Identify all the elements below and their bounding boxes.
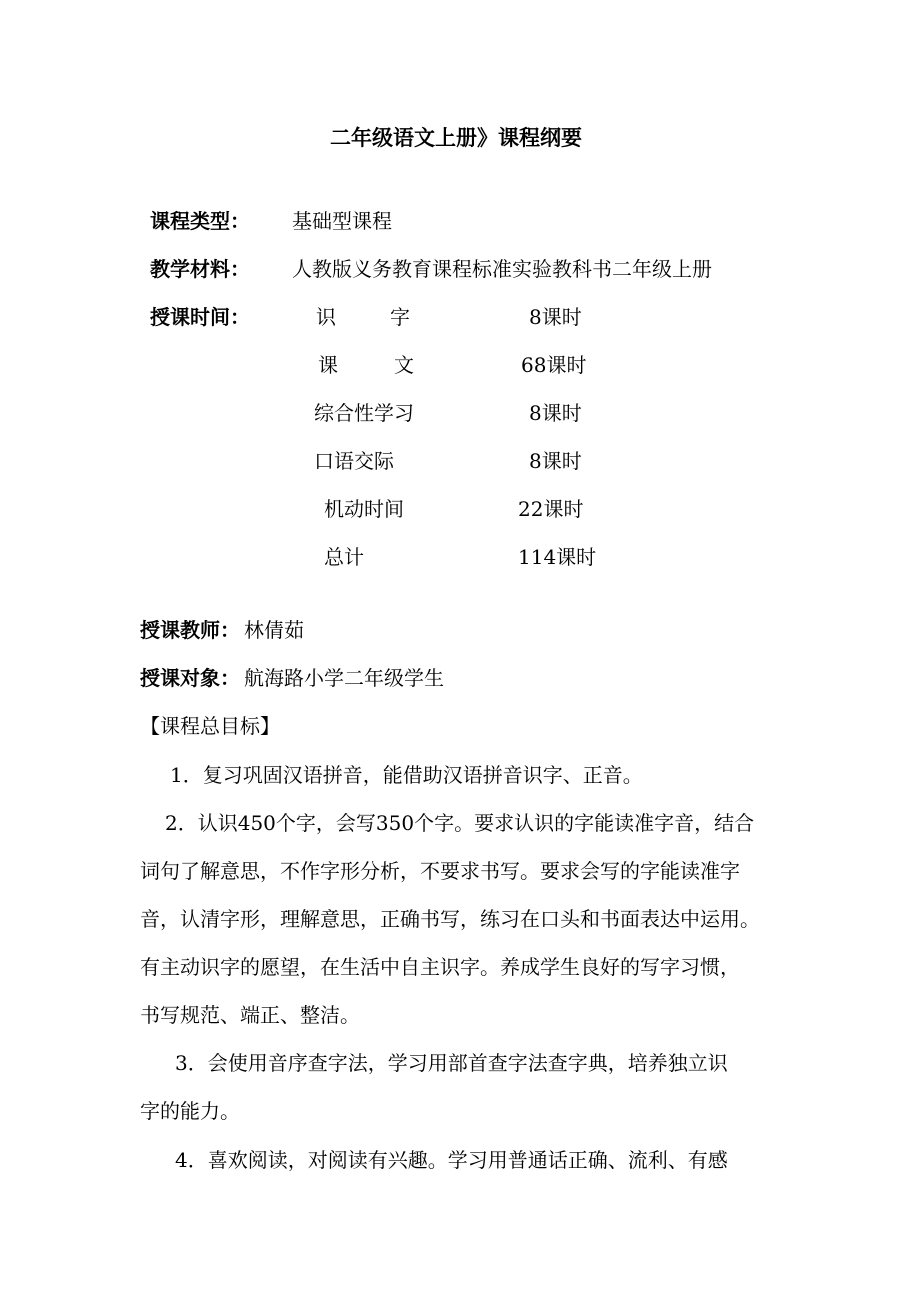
- audience-label: 授课对象：: [140, 666, 240, 690]
- goal-line: 有主动识字的愿望，在生活中自主识字。养成学生良好的写字习惯，: [140, 955, 740, 979]
- goal-line: 2．认识450个字，会写350个字。要求认识的字能读准字音，结合: [165, 811, 755, 835]
- goal-line: 音，认清字形，理解意思，正确书写，练习在口头和书面表达中运用。: [140, 907, 760, 931]
- schedule-item: 机动时间: [324, 497, 404, 521]
- materials-value: 人教版义务教育课程标准实验教科书二年级上册: [292, 257, 712, 281]
- goal-line: 书写规范、端正、整洁。: [140, 1003, 360, 1027]
- teacher-label: 授课教师：: [140, 618, 240, 642]
- schedule-hours: 22课时: [518, 497, 584, 521]
- schedule-item-part: 文: [394, 353, 414, 377]
- schedule-item: 总计: [324, 545, 364, 569]
- page-title: 二年级语文上册》课程纲要: [330, 125, 582, 150]
- audience-value: 航海路小学二年级学生: [244, 666, 444, 690]
- course-type-label: 课程类型：: [150, 209, 250, 233]
- materials-label: 教学材料：: [150, 257, 250, 281]
- teacher-value: 林倩茹: [244, 618, 304, 642]
- goal-line: 词句了解意思，不作字形分析，不要求书写。要求会写的字能读准字: [140, 859, 740, 883]
- schedule-item: 识: [316, 305, 336, 329]
- schedule-item: 综合性学习: [314, 401, 414, 425]
- goal-line: 3．会使用音序查字法，学习用部首查字法查字典，培养独立识: [175, 1051, 728, 1075]
- schedule-item-part: 字: [390, 305, 410, 329]
- schedule-item: 课: [318, 353, 338, 377]
- goal-line: 4．喜欢阅读，对阅读有兴趣。学习用普通话正确、流利、有感: [175, 1148, 728, 1172]
- schedule-hours: 8课时: [529, 449, 582, 473]
- schedule-hours: 8课时: [529, 401, 582, 425]
- schedule-label: 授课时间：: [150, 305, 250, 329]
- schedule-hours: 114课时: [518, 545, 597, 569]
- schedule-item: 口语交际: [314, 449, 394, 473]
- schedule-hours: 68课时: [521, 353, 587, 377]
- course-type-value: 基础型课程: [292, 209, 392, 233]
- goal-line: 1．复习巩固汉语拼音，能借助汉语拼音识字、正音。: [170, 763, 643, 787]
- goals-heading: 【课程总目标】: [140, 714, 280, 738]
- schedule-hours: 8课时: [529, 305, 582, 329]
- goal-line: 字的能力。: [140, 1099, 240, 1123]
